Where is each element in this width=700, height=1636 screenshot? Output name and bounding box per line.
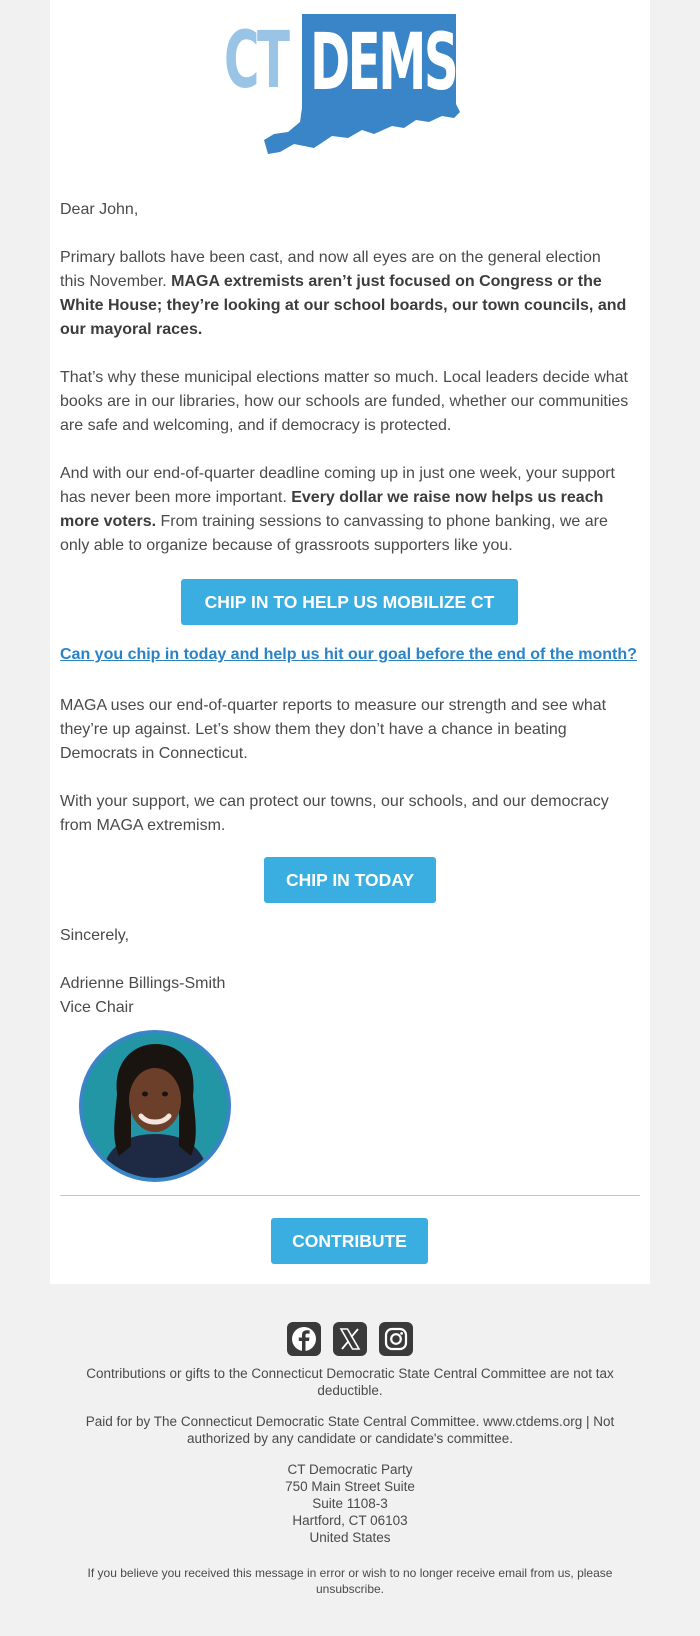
paragraph-3-bold: Every dollar we raise now helps us reach more voters. — [60, 489, 604, 530]
address-line: United States — [309, 1530, 391, 1545]
contribute-button[interactable]: CONTRIBUTE — [271, 1218, 428, 1264]
address-line: 750 Main Street Suite — [285, 1479, 415, 1494]
signoff: Sincerely, — [60, 927, 130, 944]
paragraph-5: With your support, we can protect our towns, our schools, and our democracy from MAGA extremism. — [60, 793, 609, 834]
logo-dems-text: DEMS — [310, 18, 457, 108]
footer-paid-for: Paid for by The Connecticut Democratic State Central Committee. www.ctdems.org | Not authorized by any candidate or candidate's committee. — [85, 1414, 615, 1446]
paragraph-3-plain-2: From training sessions to canvassing to phone banking, we are only able to organize because of grassroots supporters like you. — [60, 513, 608, 554]
paragraph-3 — [60, 462, 630, 558]
signer-title: Vice Chair — [60, 999, 134, 1016]
chip-in-mobilize-button[interactable]: CHIP IN TO HELP US MOBILIZE CT — [181, 579, 518, 625]
paragraph-3-plain-1: And with our end-of-quarter deadline coming up in just one week, your support has never been more important. — [60, 465, 615, 506]
signer-portrait — [83, 1034, 227, 1178]
signer-name: Adrienne Billings-Smith — [60, 975, 226, 992]
footer-tax-notice: Contributions or gifts to the Connecticut Democratic State Central Committee are not tax deductible. — [86, 1366, 614, 1398]
paragraph-2: That’s why these municipal elections matter so much. Local leaders decide what books are in our libraries, how our schools are funded, whether our communities are safe and welcoming, and if democracy is protected. — [60, 369, 629, 434]
paragraph-4: MAGA uses our end-of-quarter reports to measure our strength and see what they’re up against. Let’s show them they don’t have a chance in beating Democrats in Connecticut. — [60, 697, 607, 762]
paragraph-1-plain: Primary ballots have been cast, and now all eyes are on the general election this November. — [60, 249, 601, 290]
logo-ct-text: CT — [224, 16, 288, 106]
chip-in-today-button[interactable]: CHIP IN TODAY — [264, 857, 436, 903]
email-card — [50, 0, 650, 1284]
divider — [60, 1195, 640, 1196]
ct-dems-logo[interactable] — [224, 12, 479, 158]
instagram-icon[interactable] — [379, 1322, 413, 1356]
greeting: Dear John, — [60, 201, 139, 218]
address-line: Hartford, CT 06103 — [292, 1513, 408, 1528]
footer-address — [70, 1461, 630, 1546]
paragraph-1-bold: MAGA extremists aren’t just focused on Congress or the White House; they’re looking at our school boards, our town councils, and our mayoral races. — [60, 273, 627, 338]
x-glyph — [333, 1322, 367, 1356]
instagram-glyph — [379, 1322, 413, 1356]
x-icon[interactable] — [333, 1322, 367, 1356]
facebook-icon[interactable] — [287, 1322, 321, 1356]
footer-unsubscribe[interactable]: If you believe you received this message in error or wish to no longer receive email from us, please unsubscribe. — [87, 1566, 613, 1596]
address-line: Suite 1108-3 — [312, 1496, 388, 1511]
paragraph-1 — [60, 246, 630, 342]
facebook-glyph — [287, 1322, 321, 1356]
address-line: CT Democratic Party — [287, 1462, 413, 1477]
signer-photo — [79, 1030, 231, 1182]
chip-in-goal-link[interactable]: Can you chip in today and help us hit our goal before the end of the month? — [60, 646, 637, 663]
